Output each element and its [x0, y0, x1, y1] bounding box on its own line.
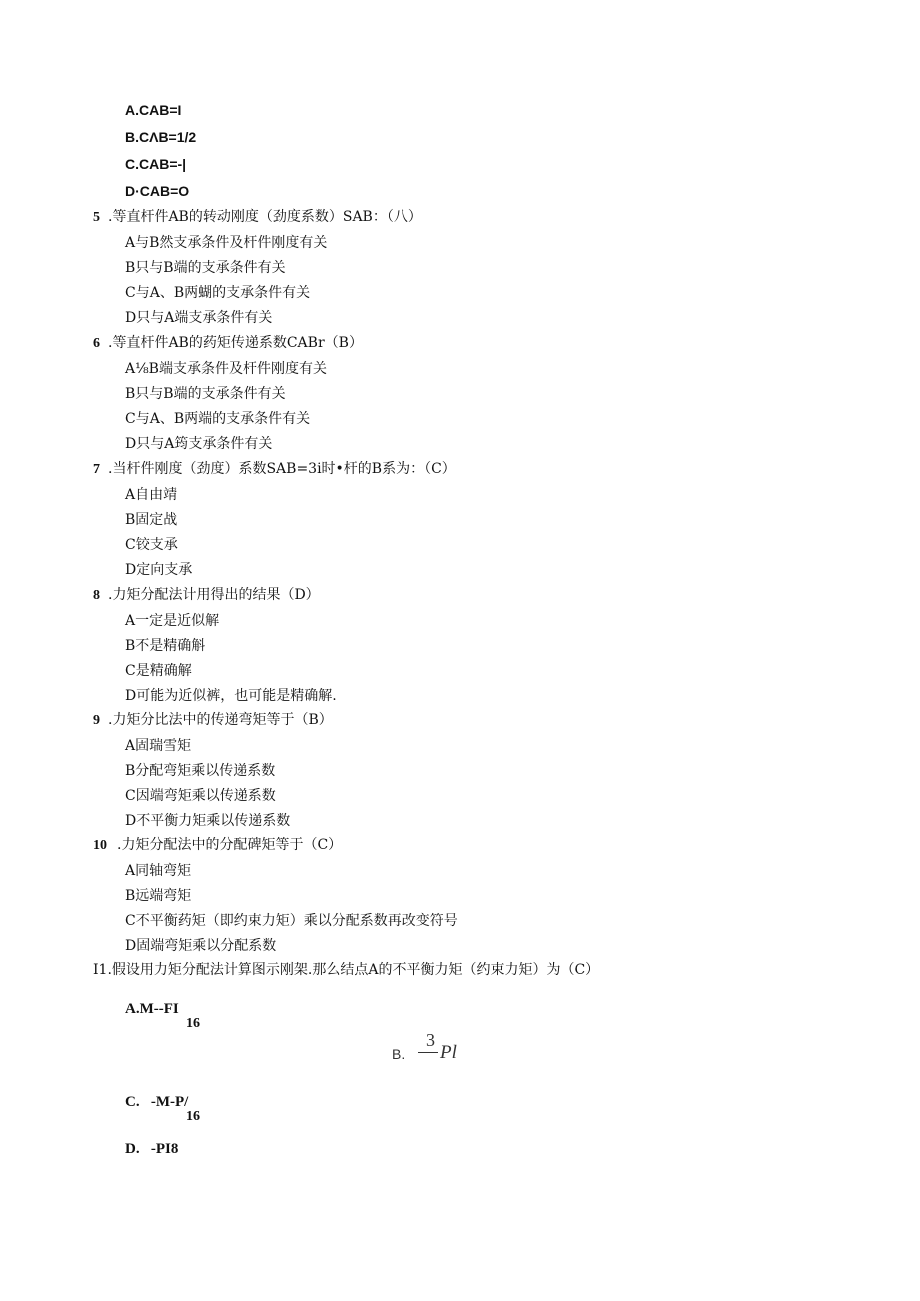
q5-option-c: C与A、B两蝴的支承条件有关 — [125, 285, 311, 301]
q11-option-b-label: B. — [392, 1046, 406, 1062]
question-number: 8 — [93, 588, 100, 603]
q8-option-a: A一定是近似解 — [125, 613, 220, 629]
q4-option-c: C.CAB=-| — [125, 156, 187, 172]
question-text: .当杆件刚度（劲度）系数SAB=3i时•杆的B系为：（C） — [108, 461, 456, 477]
q8-option-d: D可能为近似裤，也可能是精确解. — [125, 688, 337, 704]
question-text: .等直杆件AB的药矩传递系数CABr（B） — [108, 335, 363, 351]
q8-option-c: C是精确解 — [125, 663, 192, 679]
q4-option-a: A.CAB=I — [125, 102, 182, 118]
question-text: .等直杆件AB的转动刚度（劲度系数）SAB：（八） — [108, 209, 422, 225]
q11-option-c-denominator: 16 — [186, 1109, 200, 1124]
q5-option-a: A与B然支承条件及杆件刚度有关 — [125, 235, 328, 251]
q11-option-b — [392, 1028, 482, 1072]
question-5 — [93, 208, 422, 227]
question-text: .力矩分配法计用得出的结果（D） — [108, 587, 320, 603]
q8-option-b: B不是精确斛 — [125, 638, 206, 654]
q7-option-d: D定向支承 — [125, 562, 193, 578]
q6-option-b: B只与B端的支承条件有关 — [125, 386, 286, 402]
q7-option-b: B固定战 — [125, 512, 178, 528]
q9-option-b: B分配弯矩乘以传递系数 — [125, 763, 276, 779]
q10-option-b: B远端弯矩 — [125, 888, 192, 904]
q9-option-c: C因端弯矩乘以传递系数 — [125, 788, 276, 804]
q11-option-b-numerator: 3 — [426, 1030, 435, 1050]
question-number: 6 — [93, 336, 100, 351]
question-number: 9 — [93, 713, 100, 728]
question-9 — [93, 711, 333, 730]
q11-option-a-denominator: 16 — [186, 1016, 200, 1031]
question-number: 5 — [93, 210, 100, 225]
q7-option-c: C铰支承 — [125, 537, 178, 553]
q5-option-b: B只与B端的支承条件有关 — [125, 260, 286, 276]
q6-option-d: D只与A筠支承条件有关 — [125, 436, 273, 452]
q6-option-c: C与A、B两端的支承条件有关 — [125, 411, 311, 427]
question-10 — [93, 836, 342, 855]
question-11: I1.假设用力矩分配法计算图示刚架.那么结点A的不平衡力矩（约束力矩）为（C） — [93, 962, 600, 978]
question-text: .力矩分配法中的分配碑矩等于（C） — [117, 837, 343, 853]
q10-option-c: C不平衡药矩（即约束力矩）乘以分配系数再改变符号 — [125, 913, 458, 929]
q7-option-a: A自由靖 — [125, 487, 178, 503]
q11-option-a: A.M--FI — [125, 1001, 179, 1017]
q11-option-b-expression: Pl — [440, 1042, 457, 1063]
q9-option-a: A固瑞雪矩 — [125, 738, 192, 754]
question-6 — [93, 334, 363, 353]
q6-option-a: A⅛B端支承条件及杆件刚度有关 — [125, 361, 327, 377]
question-8 — [93, 586, 320, 605]
fraction-bar — [418, 1052, 438, 1053]
question-number: 10 — [93, 838, 107, 853]
q4-option-d: D·CAB=O — [125, 183, 190, 199]
question-number: 7 — [93, 462, 100, 477]
question-text: .力矩分比法中的传递弯矩等于（B） — [108, 712, 333, 728]
q4-option-b: B.CΛB=1/2 — [125, 129, 197, 145]
q10-option-a: A同轴弯矩 — [125, 863, 192, 879]
q11-option-c: C. -M-P/ — [125, 1094, 189, 1110]
q5-option-d: D只与A端支承条件有关 — [125, 310, 273, 326]
question-7 — [93, 460, 456, 479]
q10-option-d: D固端弯矩乘以分配系数 — [125, 938, 277, 954]
q11-option-d: D. -PI8 — [125, 1141, 179, 1157]
q9-option-d: D不平衡力矩乘以传递系数 — [125, 813, 291, 829]
